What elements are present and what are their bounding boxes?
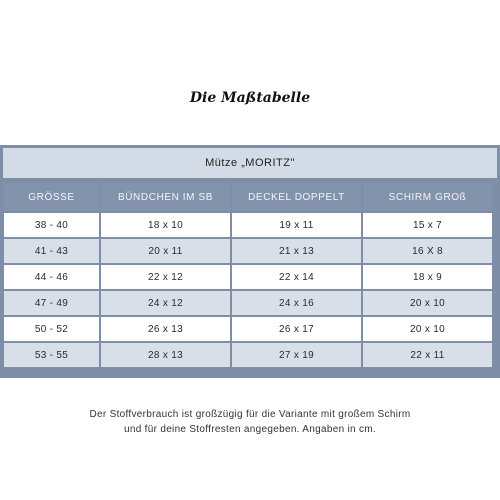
cell-brim: 20 x 10 <box>363 291 492 315</box>
cell-size: 41 - 43 <box>4 239 99 263</box>
cell-size: 50 - 52 <box>4 317 99 341</box>
header-brim: SCHIRM GROß <box>363 183 492 211</box>
cell-cuff: 18 x 10 <box>101 213 230 237</box>
table-header-row <box>4 183 492 211</box>
cell-crown: 19 x 11 <box>232 213 361 237</box>
table-row <box>4 213 492 237</box>
cell-crown: 21 x 13 <box>232 239 361 263</box>
cell-crown: 27 x 19 <box>232 343 361 367</box>
header-cuff: BÜNDCHEN IM SB <box>101 183 230 211</box>
cell-brim: 20 x 10 <box>363 317 492 341</box>
footnote-line: und für deine Stoffresten angegeben. Angaben in cm. <box>124 424 376 435</box>
table-row <box>4 317 492 341</box>
size-table <box>0 145 500 378</box>
cell-brim: 16 X 8 <box>363 239 492 263</box>
cell-crown: 22 x 14 <box>232 265 361 289</box>
footnote <box>0 407 500 437</box>
cell-size: 47 - 49 <box>4 291 99 315</box>
table-row <box>4 291 492 315</box>
cell-cuff: 24 x 12 <box>101 291 230 315</box>
cell-cuff: 20 x 11 <box>101 239 230 263</box>
cell-size: 53 - 55 <box>4 343 99 367</box>
cell-size: 44 - 46 <box>4 265 99 289</box>
cell-crown: 26 x 17 <box>232 317 361 341</box>
cell-cuff: 22 x 12 <box>101 265 230 289</box>
header-crown: DECKEL DOPPELT <box>232 183 361 211</box>
cell-brim: 15 x 7 <box>363 213 492 237</box>
table-row <box>4 265 492 289</box>
header-size: GRÖSSE <box>4 183 99 211</box>
footnote-line: Der Stoffverbrauch ist großzügig für die Variante mit großem Schirm <box>89 409 411 420</box>
page-title: Die Maßtabelle <box>189 90 311 106</box>
cell-brim: 22 x 11 <box>363 343 492 367</box>
cell-crown: 24 x 16 <box>232 291 361 315</box>
size-chart-table <box>2 181 494 369</box>
table-row <box>4 239 492 263</box>
cell-brim: 18 x 9 <box>363 265 492 289</box>
table-caption: Mütze „MORITZ" <box>3 148 497 178</box>
cell-size: 38 - 40 <box>4 213 99 237</box>
cell-cuff: 26 x 13 <box>101 317 230 341</box>
table-row <box>4 343 492 367</box>
cell-cuff: 28 x 13 <box>101 343 230 367</box>
